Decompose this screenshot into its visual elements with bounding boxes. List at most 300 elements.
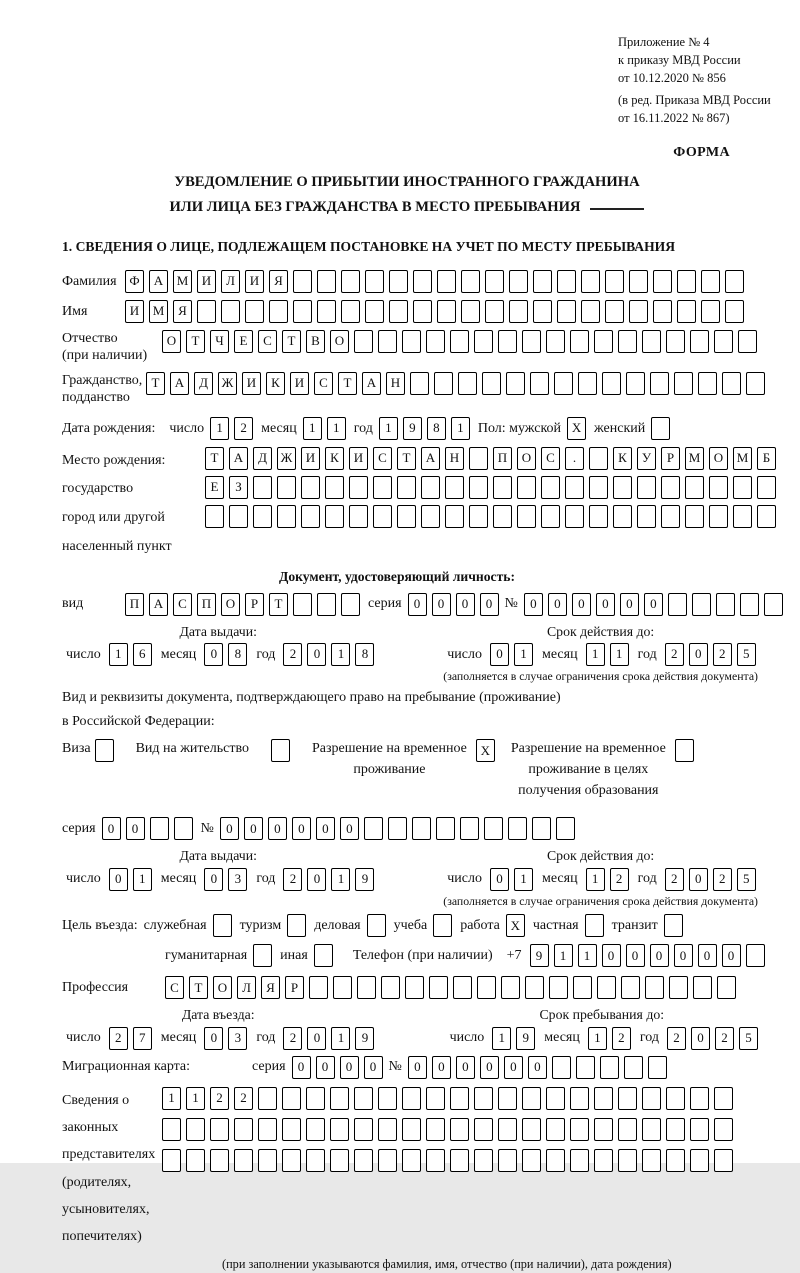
char-cell[interactable]: 0: [456, 1056, 475, 1079]
char-cell[interactable]: [546, 330, 565, 353]
char-cell[interactable]: [378, 1087, 397, 1110]
char-cell[interactable]: М: [173, 270, 192, 293]
char-cell[interactable]: [557, 270, 576, 293]
char-cell[interactable]: 0: [432, 593, 451, 616]
char-cell[interactable]: [325, 476, 344, 499]
char-cell[interactable]: [434, 372, 453, 395]
char-cell[interactable]: 5: [739, 1027, 758, 1050]
char-cell[interactable]: Т: [397, 447, 416, 470]
char-cell[interactable]: [258, 1118, 277, 1141]
char-cell[interactable]: 1: [379, 417, 398, 440]
char-cell[interactable]: [585, 914, 604, 937]
char-cell[interactable]: О: [517, 447, 536, 470]
char-cell[interactable]: [738, 330, 757, 353]
char-cell[interactable]: [413, 270, 432, 293]
char-cell[interactable]: [354, 1149, 373, 1172]
char-cell[interactable]: 0: [490, 868, 509, 891]
char-cell[interactable]: [740, 593, 759, 616]
char-cell[interactable]: [445, 476, 464, 499]
char-cell[interactable]: [508, 817, 527, 840]
char-cell[interactable]: [426, 1118, 445, 1141]
char-cell[interactable]: [469, 476, 488, 499]
char-cell[interactable]: [589, 447, 608, 470]
char-cell[interactable]: [552, 1056, 571, 1079]
char-cell[interactable]: [669, 976, 688, 999]
char-cell[interactable]: 0: [490, 643, 509, 666]
char-cell[interactable]: [701, 270, 720, 293]
char-cell[interactable]: [253, 944, 272, 967]
char-cell[interactable]: 0: [504, 1056, 523, 1079]
char-cell[interactable]: [675, 739, 694, 762]
char-cell[interactable]: 1: [210, 417, 229, 440]
char-cell[interactable]: [402, 1087, 421, 1110]
char-cell[interactable]: 2: [283, 1027, 302, 1050]
char-cell[interactable]: [581, 300, 600, 323]
char-cell[interactable]: Т: [189, 976, 208, 999]
char-cell[interactable]: С: [373, 447, 392, 470]
char-cell[interactable]: [234, 1149, 253, 1172]
char-cell[interactable]: [484, 817, 503, 840]
char-cell[interactable]: [578, 372, 597, 395]
char-cell[interactable]: К: [613, 447, 632, 470]
char-cell[interactable]: [357, 976, 376, 999]
char-cell[interactable]: [746, 372, 765, 395]
char-cell[interactable]: 1: [588, 1027, 607, 1050]
char-cell[interactable]: 0: [340, 1056, 359, 1079]
char-cell[interactable]: 0: [548, 593, 567, 616]
char-cell[interactable]: [354, 1087, 373, 1110]
char-cell[interactable]: [645, 976, 664, 999]
char-cell[interactable]: [162, 1149, 181, 1172]
char-cell[interactable]: О: [221, 593, 240, 616]
char-cell[interactable]: 1: [133, 868, 152, 891]
char-cell[interactable]: [282, 1149, 301, 1172]
char-cell[interactable]: [469, 505, 488, 528]
char-cell[interactable]: Д: [194, 372, 213, 395]
char-cell[interactable]: [402, 1118, 421, 1141]
char-cell[interactable]: [690, 1118, 709, 1141]
char-cell[interactable]: [733, 505, 752, 528]
char-cell[interactable]: [629, 300, 648, 323]
char-cell[interactable]: [709, 505, 728, 528]
char-cell[interactable]: [174, 817, 193, 840]
char-cell[interactable]: [714, 330, 733, 353]
char-cell[interactable]: Т: [146, 372, 165, 395]
char-cell[interactable]: [282, 1087, 301, 1110]
char-cell[interactable]: [162, 1118, 181, 1141]
char-cell[interactable]: [556, 817, 575, 840]
char-cell[interactable]: [421, 476, 440, 499]
char-cell[interactable]: 0: [698, 944, 717, 967]
char-cell[interactable]: [541, 476, 560, 499]
char-cell[interactable]: Т: [269, 593, 288, 616]
char-cell[interactable]: [437, 270, 456, 293]
char-cell[interactable]: 0: [456, 593, 475, 616]
char-cell[interactable]: [525, 976, 544, 999]
char-cell[interactable]: 0: [204, 1027, 223, 1050]
char-cell[interactable]: [450, 1149, 469, 1172]
char-cell[interactable]: [378, 1118, 397, 1141]
char-cell[interactable]: Л: [221, 270, 240, 293]
char-cell[interactable]: [594, 1087, 613, 1110]
char-cell[interactable]: [605, 300, 624, 323]
char-cell[interactable]: 0: [689, 643, 708, 666]
char-cell[interactable]: [557, 300, 576, 323]
char-cell[interactable]: 0: [307, 643, 326, 666]
char-cell[interactable]: [565, 476, 584, 499]
char-cell[interactable]: [613, 476, 632, 499]
char-cell[interactable]: Б: [757, 447, 776, 470]
char-cell[interactable]: 0: [268, 817, 287, 840]
char-cell[interactable]: 0: [408, 593, 427, 616]
char-cell[interactable]: 9: [530, 944, 549, 967]
char-cell[interactable]: [589, 476, 608, 499]
char-cell[interactable]: [533, 300, 552, 323]
char-cell[interactable]: [522, 1118, 541, 1141]
char-cell[interactable]: [746, 944, 765, 967]
char-cell[interactable]: [450, 1087, 469, 1110]
char-cell[interactable]: 1: [610, 643, 629, 666]
char-cell[interactable]: [666, 330, 685, 353]
char-cell[interactable]: 0: [674, 944, 693, 967]
char-cell[interactable]: [397, 505, 416, 528]
char-cell[interactable]: [210, 1118, 229, 1141]
char-cell[interactable]: С: [165, 976, 184, 999]
char-cell[interactable]: 2: [210, 1087, 229, 1110]
char-cell[interactable]: Д: [253, 447, 272, 470]
char-cell[interactable]: 2: [234, 1087, 253, 1110]
char-cell[interactable]: [229, 505, 248, 528]
char-cell[interactable]: [354, 330, 373, 353]
char-cell[interactable]: [532, 817, 551, 840]
char-cell[interactable]: [234, 1118, 253, 1141]
char-cell[interactable]: [341, 593, 360, 616]
char-cell[interactable]: [594, 1118, 613, 1141]
char-cell[interactable]: А: [421, 447, 440, 470]
char-cell[interactable]: 0: [220, 817, 239, 840]
char-cell[interactable]: 9: [355, 868, 374, 891]
char-cell[interactable]: [271, 739, 290, 762]
char-cell[interactable]: [764, 593, 783, 616]
char-cell[interactable]: 0: [292, 1056, 311, 1079]
char-cell[interactable]: И: [242, 372, 261, 395]
char-cell[interactable]: [349, 505, 368, 528]
char-cell[interactable]: 3: [228, 868, 247, 891]
char-cell[interactable]: [493, 505, 512, 528]
char-cell[interactable]: 2: [234, 417, 253, 440]
char-cell[interactable]: 2: [713, 868, 732, 891]
char-cell[interactable]: 0: [126, 817, 145, 840]
char-cell[interactable]: [293, 300, 312, 323]
char-cell[interactable]: 0: [432, 1056, 451, 1079]
char-cell[interactable]: [269, 300, 288, 323]
char-cell[interactable]: Н: [386, 372, 405, 395]
char-cell[interactable]: [685, 505, 704, 528]
char-cell[interactable]: [626, 372, 645, 395]
char-cell[interactable]: [661, 505, 680, 528]
char-cell[interactable]: 2: [610, 868, 629, 891]
char-cell[interactable]: [458, 372, 477, 395]
char-cell[interactable]: [597, 976, 616, 999]
char-cell[interactable]: [613, 505, 632, 528]
char-cell[interactable]: [389, 300, 408, 323]
char-cell[interactable]: [693, 976, 712, 999]
char-cell[interactable]: [546, 1149, 565, 1172]
char-cell[interactable]: С: [173, 593, 192, 616]
char-cell[interactable]: 0: [644, 593, 663, 616]
char-cell[interactable]: 1: [109, 643, 128, 666]
char-cell[interactable]: [498, 1118, 517, 1141]
char-cell[interactable]: 0: [722, 944, 741, 967]
char-cell[interactable]: М: [685, 447, 704, 470]
char-cell[interactable]: 0: [596, 593, 615, 616]
char-cell[interactable]: .: [565, 447, 584, 470]
char-cell[interactable]: [429, 976, 448, 999]
char-cell[interactable]: [421, 505, 440, 528]
char-cell[interactable]: [498, 330, 517, 353]
char-cell[interactable]: [410, 372, 429, 395]
char-cell[interactable]: [498, 1149, 517, 1172]
char-cell[interactable]: 8: [355, 643, 374, 666]
char-cell[interactable]: Е: [234, 330, 253, 353]
char-cell[interactable]: [341, 270, 360, 293]
char-cell[interactable]: [714, 1149, 733, 1172]
char-cell[interactable]: [474, 1087, 493, 1110]
char-cell[interactable]: Я: [269, 270, 288, 293]
char-cell[interactable]: [757, 505, 776, 528]
char-cell[interactable]: [690, 330, 709, 353]
char-cell[interactable]: [461, 270, 480, 293]
char-cell[interactable]: 2: [715, 1027, 734, 1050]
char-cell[interactable]: [717, 976, 736, 999]
char-cell[interactable]: [378, 1149, 397, 1172]
char-cell[interactable]: [150, 817, 169, 840]
char-cell[interactable]: [367, 914, 386, 937]
char-cell[interactable]: Р: [285, 976, 304, 999]
char-cell[interactable]: [474, 1149, 493, 1172]
char-cell[interactable]: [306, 1087, 325, 1110]
char-cell[interactable]: [650, 372, 669, 395]
char-cell[interactable]: [213, 914, 232, 937]
char-cell[interactable]: [589, 505, 608, 528]
char-cell[interactable]: [722, 372, 741, 395]
char-cell[interactable]: [460, 817, 479, 840]
char-cell[interactable]: 2: [109, 1027, 128, 1050]
char-cell[interactable]: 0: [340, 817, 359, 840]
char-cell[interactable]: Е: [205, 476, 224, 499]
char-cell[interactable]: 2: [713, 643, 732, 666]
char-cell[interactable]: [253, 476, 272, 499]
char-cell[interactable]: 1: [514, 643, 533, 666]
char-cell[interactable]: 1: [186, 1087, 205, 1110]
char-cell[interactable]: [698, 372, 717, 395]
char-cell[interactable]: 0: [689, 868, 708, 891]
char-cell[interactable]: [522, 330, 541, 353]
char-cell[interactable]: С: [541, 447, 560, 470]
char-cell[interactable]: [642, 1118, 661, 1141]
char-cell[interactable]: И: [301, 447, 320, 470]
char-cell[interactable]: 3: [228, 1027, 247, 1050]
char-cell[interactable]: 1: [578, 944, 597, 967]
char-cell[interactable]: 1: [331, 868, 350, 891]
char-cell[interactable]: [570, 1087, 589, 1110]
char-cell[interactable]: 9: [403, 417, 422, 440]
char-cell[interactable]: 0: [307, 868, 326, 891]
char-cell[interactable]: 8: [228, 643, 247, 666]
char-cell[interactable]: [530, 372, 549, 395]
char-cell[interactable]: [541, 505, 560, 528]
char-cell[interactable]: [397, 476, 416, 499]
char-cell[interactable]: А: [362, 372, 381, 395]
char-cell[interactable]: [402, 1149, 421, 1172]
char-cell[interactable]: А: [149, 593, 168, 616]
char-cell[interactable]: [602, 372, 621, 395]
char-cell[interactable]: [426, 1149, 445, 1172]
char-cell[interactable]: 0: [602, 944, 621, 967]
char-cell[interactable]: [725, 270, 744, 293]
char-cell[interactable]: [661, 476, 680, 499]
char-cell[interactable]: [365, 270, 384, 293]
char-cell[interactable]: Р: [245, 593, 264, 616]
char-cell[interactable]: А: [229, 447, 248, 470]
char-cell[interactable]: [437, 300, 456, 323]
char-cell[interactable]: [668, 593, 687, 616]
char-cell[interactable]: [317, 593, 336, 616]
char-cell[interactable]: [509, 270, 528, 293]
char-cell[interactable]: [651, 417, 670, 440]
char-cell[interactable]: 9: [355, 1027, 374, 1050]
char-cell[interactable]: [306, 1149, 325, 1172]
char-cell[interactable]: [600, 1056, 619, 1079]
char-cell[interactable]: 0: [364, 1056, 383, 1079]
char-cell[interactable]: [388, 817, 407, 840]
char-cell[interactable]: [402, 330, 421, 353]
char-cell[interactable]: [485, 300, 504, 323]
char-cell[interactable]: О: [709, 447, 728, 470]
char-cell[interactable]: [690, 1087, 709, 1110]
char-cell[interactable]: У: [637, 447, 656, 470]
char-cell[interactable]: Ж: [218, 372, 237, 395]
char-cell[interactable]: [522, 1149, 541, 1172]
char-cell[interactable]: [546, 1118, 565, 1141]
char-cell[interactable]: [373, 476, 392, 499]
char-cell[interactable]: [685, 476, 704, 499]
char-cell[interactable]: [624, 1056, 643, 1079]
char-cell[interactable]: [450, 330, 469, 353]
char-cell[interactable]: [546, 1087, 565, 1110]
char-cell[interactable]: [642, 1087, 661, 1110]
char-cell[interactable]: 2: [667, 1027, 686, 1050]
char-cell[interactable]: 2: [283, 643, 302, 666]
char-cell[interactable]: [330, 1118, 349, 1141]
char-cell[interactable]: [469, 447, 488, 470]
char-cell[interactable]: О: [330, 330, 349, 353]
char-cell[interactable]: X: [506, 914, 525, 937]
char-cell[interactable]: [426, 1087, 445, 1110]
char-cell[interactable]: [618, 330, 637, 353]
char-cell[interactable]: И: [349, 447, 368, 470]
char-cell[interactable]: 0: [316, 1056, 335, 1079]
char-cell[interactable]: [637, 505, 656, 528]
char-cell[interactable]: [330, 1149, 349, 1172]
char-cell[interactable]: [293, 270, 312, 293]
char-cell[interactable]: [618, 1118, 637, 1141]
char-cell[interactable]: [365, 300, 384, 323]
char-cell[interactable]: [618, 1149, 637, 1172]
char-cell[interactable]: [221, 300, 240, 323]
char-cell[interactable]: [674, 372, 693, 395]
char-cell[interactable]: [725, 300, 744, 323]
char-cell[interactable]: [349, 476, 368, 499]
char-cell[interactable]: [666, 1118, 685, 1141]
char-cell[interactable]: [576, 1056, 595, 1079]
char-cell[interactable]: [714, 1118, 733, 1141]
char-cell[interactable]: [522, 1087, 541, 1110]
char-cell[interactable]: 1: [451, 417, 470, 440]
char-cell[interactable]: [258, 1087, 277, 1110]
char-cell[interactable]: [517, 476, 536, 499]
char-cell[interactable]: 0: [292, 817, 311, 840]
char-cell[interactable]: [277, 505, 296, 528]
char-cell[interactable]: Н: [445, 447, 464, 470]
char-cell[interactable]: [716, 593, 735, 616]
char-cell[interactable]: И: [197, 270, 216, 293]
char-cell[interactable]: [301, 476, 320, 499]
char-cell[interactable]: [405, 976, 424, 999]
char-cell[interactable]: [317, 270, 336, 293]
char-cell[interactable]: С: [258, 330, 277, 353]
char-cell[interactable]: [701, 300, 720, 323]
char-cell[interactable]: [245, 300, 264, 323]
char-cell[interactable]: 1: [331, 1027, 350, 1050]
char-cell[interactable]: 1: [331, 643, 350, 666]
char-cell[interactable]: 0: [524, 593, 543, 616]
char-cell[interactable]: [570, 1118, 589, 1141]
char-cell[interactable]: [282, 1118, 301, 1141]
char-cell[interactable]: [554, 372, 573, 395]
char-cell[interactable]: [474, 330, 493, 353]
char-cell[interactable]: [412, 817, 431, 840]
char-cell[interactable]: [186, 1149, 205, 1172]
char-cell[interactable]: [474, 1118, 493, 1141]
char-cell[interactable]: [709, 476, 728, 499]
char-cell[interactable]: [653, 270, 672, 293]
char-cell[interactable]: 1: [492, 1027, 511, 1050]
char-cell[interactable]: [498, 1087, 517, 1110]
char-cell[interactable]: [642, 1149, 661, 1172]
char-cell[interactable]: X: [476, 739, 495, 762]
char-cell[interactable]: 0: [620, 593, 639, 616]
char-cell[interactable]: [594, 1149, 613, 1172]
char-cell[interactable]: [433, 914, 452, 937]
char-cell[interactable]: К: [266, 372, 285, 395]
char-cell[interactable]: [493, 476, 512, 499]
char-cell[interactable]: К: [325, 447, 344, 470]
char-cell[interactable]: 0: [204, 643, 223, 666]
char-cell[interactable]: 7: [133, 1027, 152, 1050]
char-cell[interactable]: [450, 1118, 469, 1141]
char-cell[interactable]: [277, 476, 296, 499]
char-cell[interactable]: [333, 976, 352, 999]
char-cell[interactable]: [186, 1118, 205, 1141]
char-cell[interactable]: [570, 1149, 589, 1172]
char-cell[interactable]: З: [229, 476, 248, 499]
char-cell[interactable]: П: [197, 593, 216, 616]
char-cell[interactable]: [501, 976, 520, 999]
char-cell[interactable]: [306, 1118, 325, 1141]
char-cell[interactable]: [381, 976, 400, 999]
char-cell[interactable]: 0: [408, 1056, 427, 1079]
